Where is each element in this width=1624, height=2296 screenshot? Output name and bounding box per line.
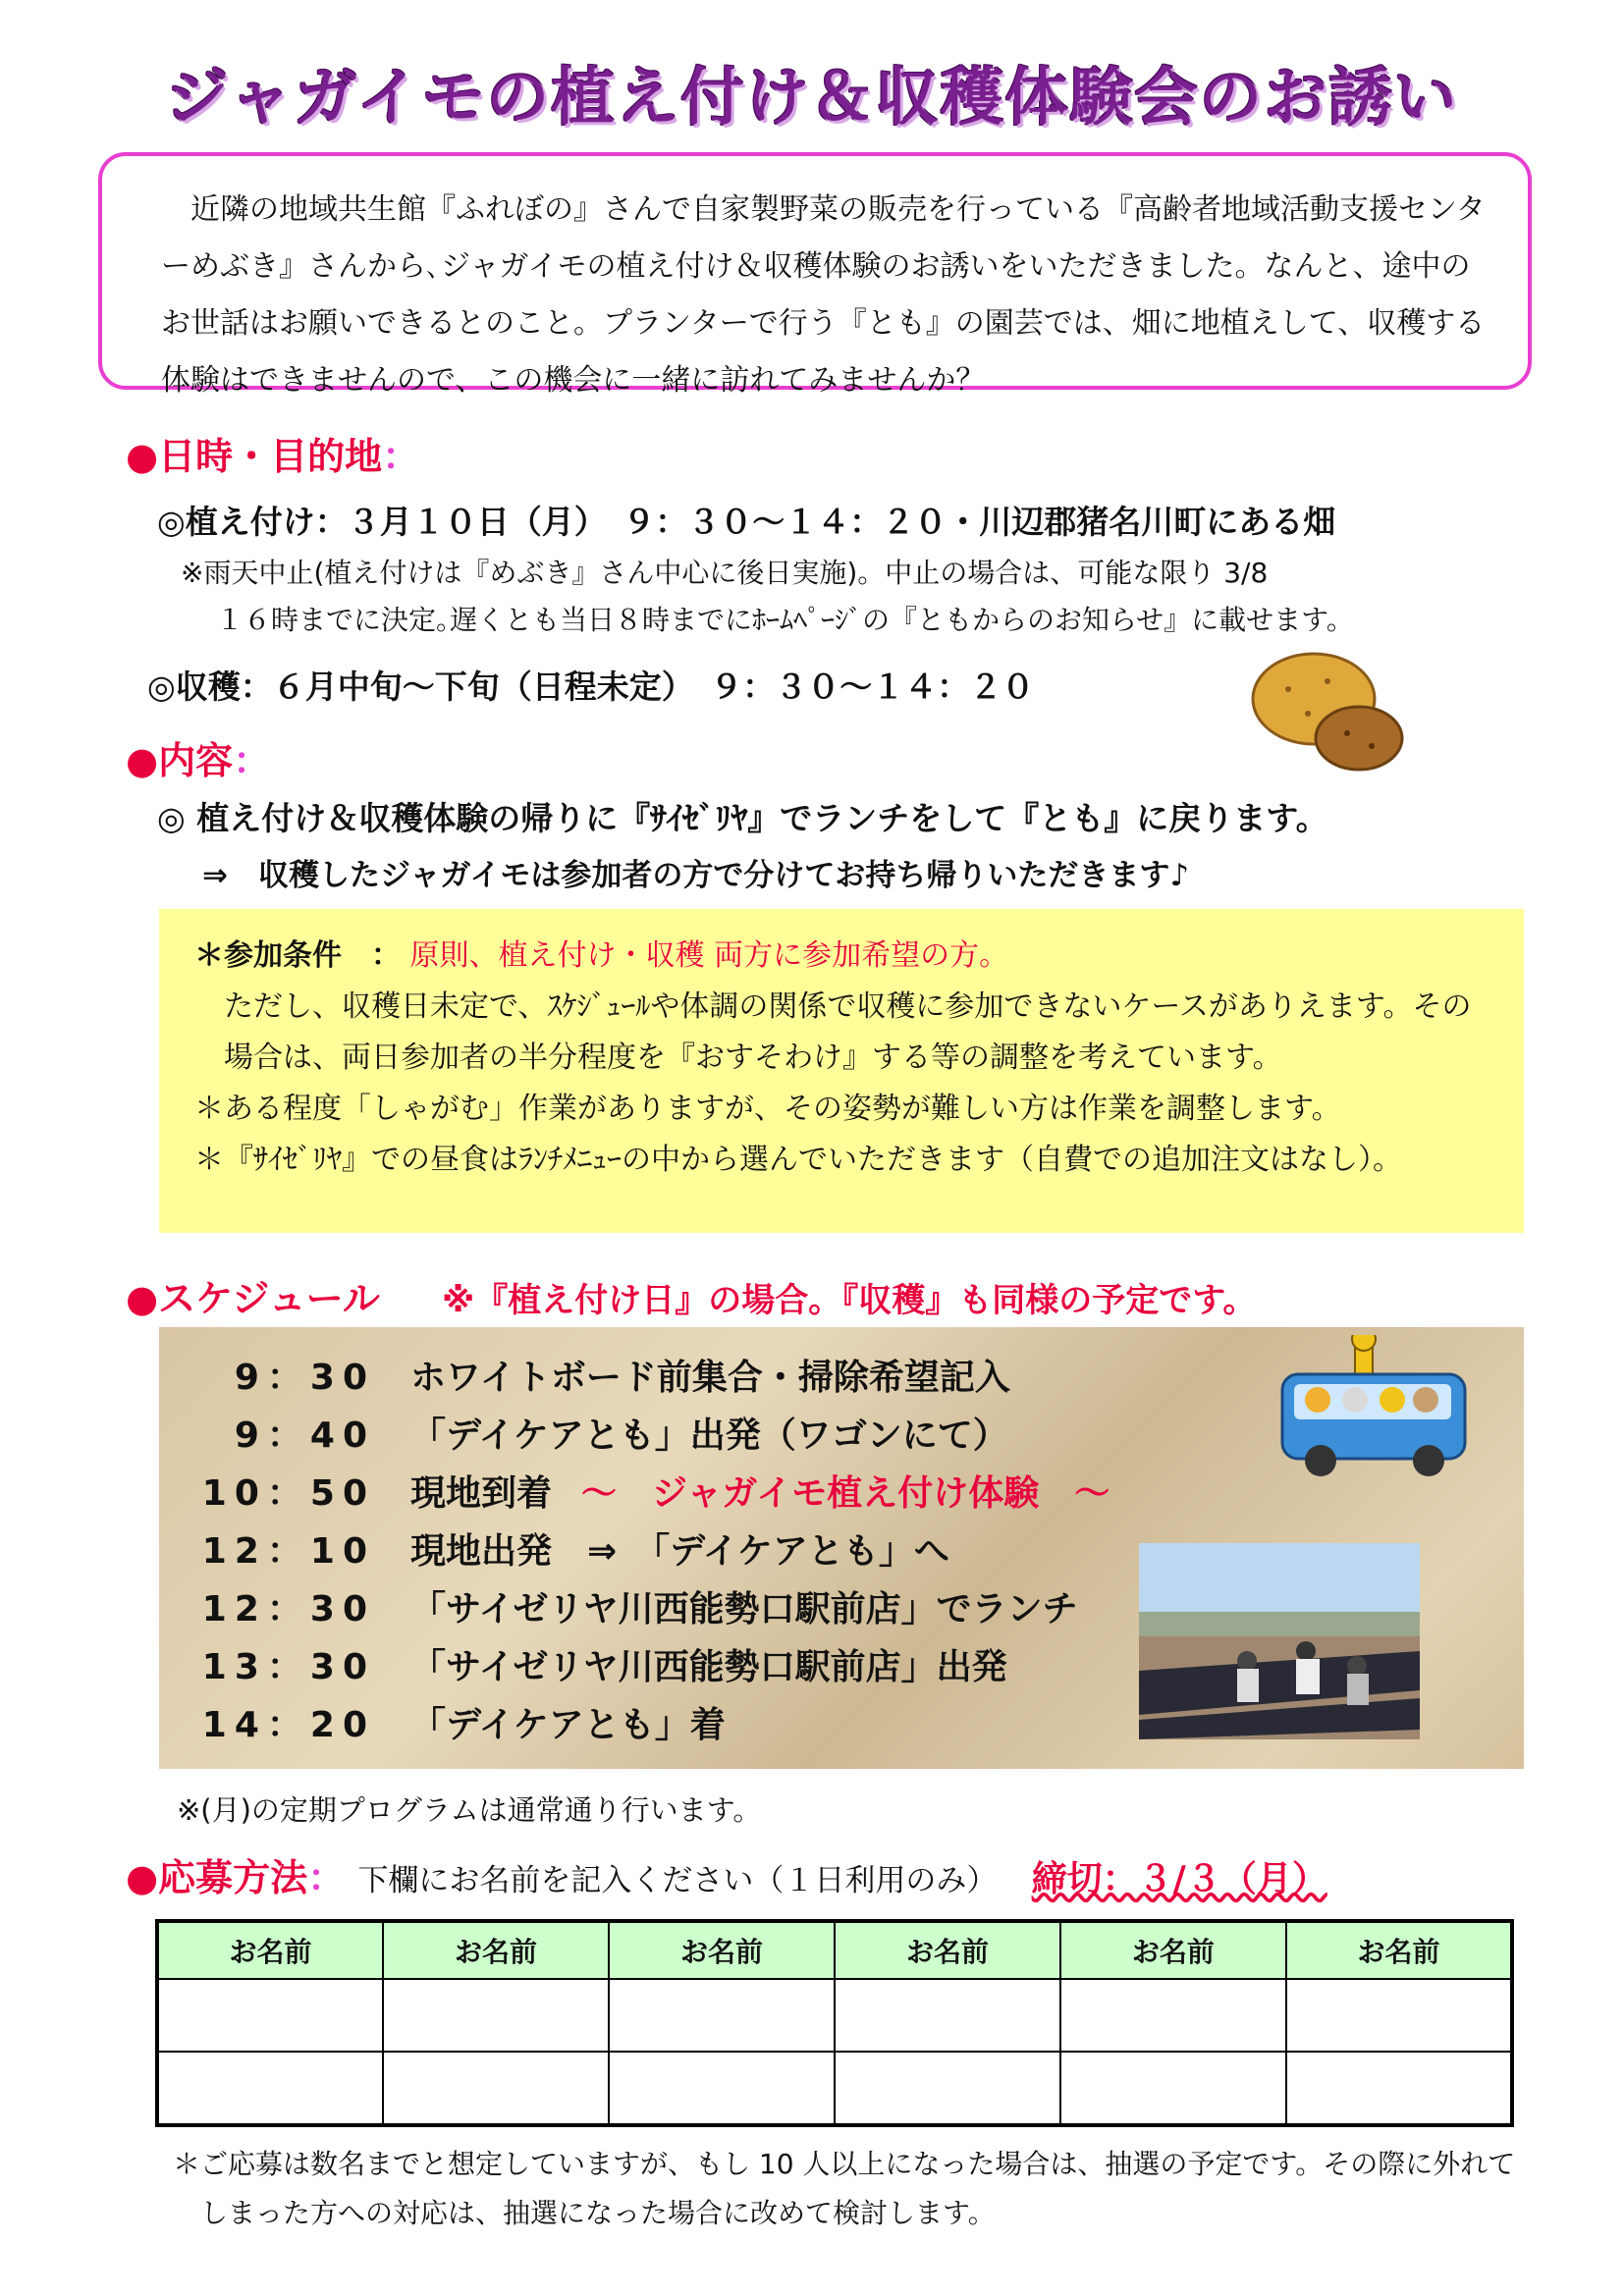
schedule-item: 13：30 「サイゼリヤ川西能勢口駅前店」出発 [201, 1647, 1007, 1687]
name-table-header [157, 1921, 1512, 1979]
field-photo [1139, 1543, 1420, 1739]
name-column-header: お名前 [1286, 1921, 1512, 1979]
schedule-heading: ●スケジュール ※『植え付け日』の場合。『収穫』も同様の予定です。 [126, 1277, 1257, 1320]
content-line2: ⇒ 収穫したジャガイモは参加者の方で分けてお持ち帰りいただきます♪ [202, 858, 1190, 893]
name-entry-cell[interactable] [835, 1979, 1060, 2052]
intro-box [98, 152, 1532, 398]
name-column-header: お名前 [157, 1921, 383, 1979]
schedule-item: 9：30 ホワイトボード前集合・掃除希望記入 [234, 1358, 1010, 1398]
conditions-para2: ＊ある程度「しゃがむ」作業がありますが、その姿勢が難しい方は作業を調整します。 [194, 1092, 1341, 1126]
name-entry-cell[interactable] [383, 2052, 609, 2125]
content-line1: ◎ 植え付け＆収穫体験の帰りに『ｻｲｾﾞﾘﾔ』でランチをして『とも』に戻ります。 [157, 799, 1328, 837]
rain-note-line2: １６時までに決定｡遅くとも当日８時までにﾎｰﾑﾍﾟｰｼﾞの『ともからのお知らせ』に載せます。 [216, 604, 1354, 636]
schedule-item: 12：30 「サイゼリヤ川西能勢口駅前店」でランチ [201, 1589, 1078, 1629]
name-column-header: お名前 [609, 1921, 835, 1979]
name-column-header: お名前 [1060, 1921, 1286, 1979]
name-entry-cell[interactable] [609, 1979, 835, 2052]
schedule-item: 14：20 「デイケアとも」着 [201, 1705, 726, 1745]
apply-note: ＊ご応募は数名までと想定していますが、もし 10 人以上になった場合は、抽選の予定です。その際に外れてしまった方への対応は、抽選になった場合に改めて検討します。 [173, 2148, 1516, 2229]
name-entry-cell[interactable] [383, 1979, 609, 2052]
schedule-footnote: ※(月)の定期プログラムは通常通り行います。 [177, 1793, 762, 1827]
name-entry-cell[interactable] [1286, 2052, 1512, 2125]
schedule-item: 9：40 「デイケアとも」出発（ワゴンにて） [234, 1415, 1008, 1456]
name-entry-cell[interactable] [835, 2052, 1060, 2125]
planting-date: ◎植え付け：３月１０日（月） ９：３０～１４：２０・川辺郡猪名川町にある畑 [157, 503, 1336, 541]
name-entry-cell[interactable] [157, 1979, 383, 2052]
name-entry-cell[interactable] [609, 2052, 835, 2125]
bus-illustration [1276, 1335, 1473, 1482]
conditions-para3: ＊『ｻｲｾﾞﾘﾔ』での昼食はﾗﾝﾁﾒﾆｭｰの中から選んでいただきます（自費での追加注文はなし）。 [194, 1143, 1402, 1177]
table-row [157, 2052, 1512, 2125]
harvest-date: ◎収穫：６月中旬～下旬（日程未定） ９：３０～１４：２０ [147, 667, 1035, 706]
name-entry-cell[interactable] [1286, 1979, 1512, 2052]
table-row [157, 1979, 1512, 2052]
name-column-header: お名前 [835, 1921, 1060, 1979]
schedule-item: 10：50 現地到着 ～ ジャガイモ植え付け体験 ～ [201, 1473, 1110, 1514]
name-table [155, 1919, 1514, 2127]
conditions-label-line: ＊参加条件 ： 原則、植え付け・収穫 両方に参加希望の方。 [194, 938, 1009, 973]
apply-heading: ●応募方法： 下欄にお名前を記入ください（１日利用のみ） 締切：３/３（月） [126, 1856, 1327, 1899]
deadline: 締切：３/３（月） [1031, 1859, 1327, 1899]
schedule-item: 12：10 現地出発 ⇒ 「デイケアとも」へ [201, 1531, 949, 1572]
intro-text: 近隣の地域共生館『ふれぼの』さんで自家製野菜の販売を行っている『高齢者地域活動支援センターめぶき』さんから､ジャガイモの植え付け＆収穫体験のお誘いをいただきました。なんと、途中のお世話はお願いできるとのこと。プランターで行う『とも』の園芸では、畑に地植えして、収穫する体験はできませんので、この機会に一緒に訪れてみませんか？ [161, 192, 1486, 398]
rain-note-line1: ※雨天中止(植え付けは『めぶき』さん中心に後日実施)。中止の場合は、可能な限り 3/8 [181, 557, 1269, 589]
name-entry-cell[interactable] [1060, 2052, 1286, 2125]
conditions-box [159, 909, 1524, 1233]
potato-illustration [1249, 640, 1406, 777]
schedule-list [159, 1349, 1110, 1754]
datetime-heading: ●日時・目的地： [126, 435, 420, 478]
content-heading: ●内容： [126, 739, 271, 782]
apply-instruction: 下欄にお名前を記入ください（１日利用のみ） [357, 1863, 998, 1898]
name-entry-cell[interactable] [1060, 1979, 1286, 2052]
name-entry-cell[interactable] [157, 2052, 383, 2125]
schedule-note: ※『植え付け日』の場合。『収穫』も同様の予定です。 [442, 1281, 1257, 1320]
page-title: ジャガイモの植え付け＆収穫体験会のお誘い [165, 62, 1459, 134]
conditions-para1: ただし、収穫日未定で、ｽｹｼﾞｭｰﾙや体調の関係で収穫に参加できないケースがありえます。その場合は、両日参加者の半分程度を『おすそわけ』する等の調整を考えています。 [224, 989, 1472, 1075]
bullet-icon: ● [126, 435, 159, 478]
name-column-header: お名前 [383, 1921, 609, 1979]
